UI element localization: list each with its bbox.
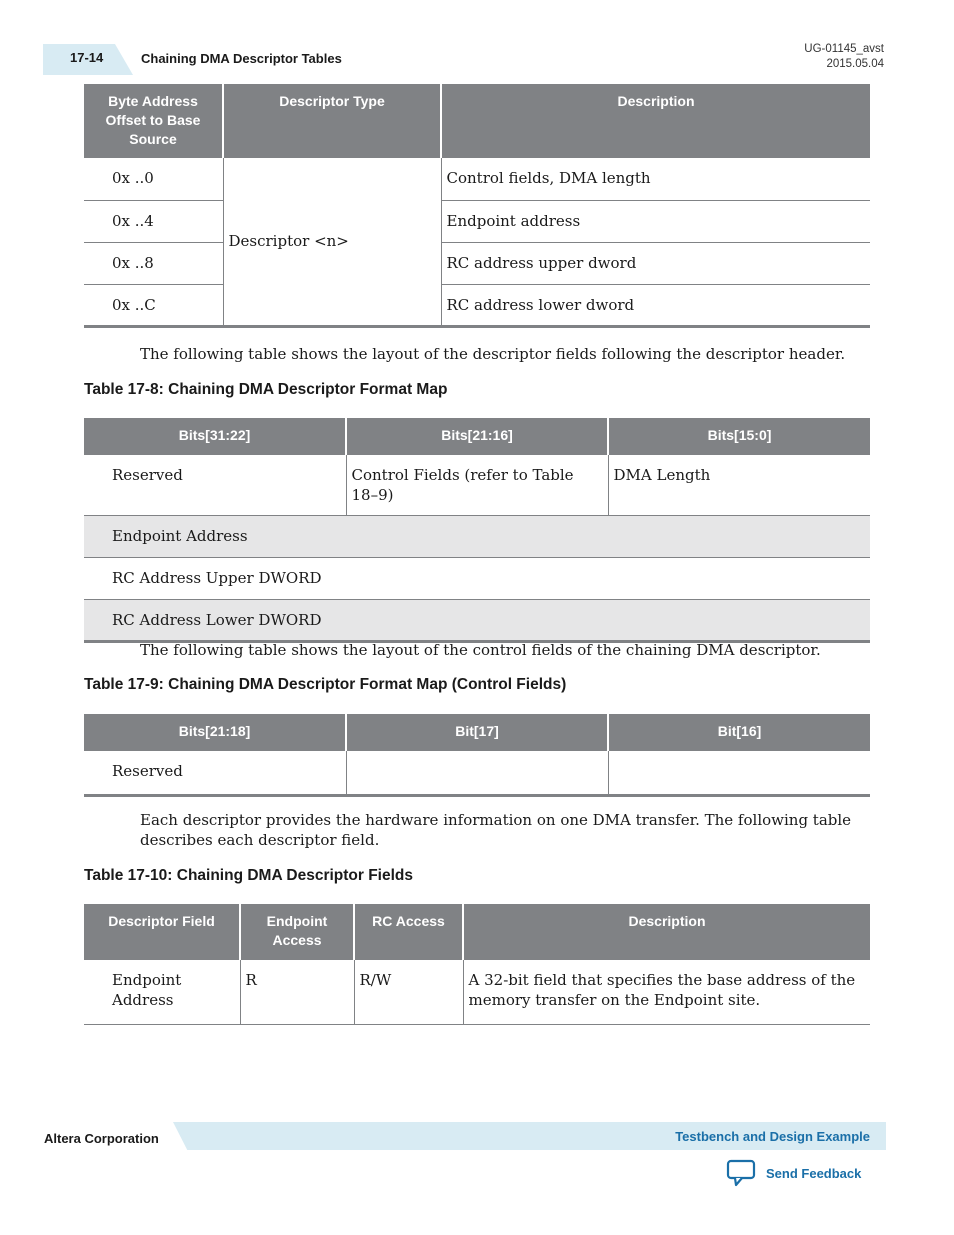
page-number: 17-14 bbox=[70, 50, 104, 65]
table-header-cell: Bits[15:0] bbox=[608, 418, 870, 455]
table-header-cell: Descriptor Field bbox=[84, 904, 240, 960]
table-caption: Table 17-10: Chaining DMA Descriptor Fields bbox=[84, 867, 414, 884]
descriptor-header-table bbox=[84, 84, 870, 328]
paragraph: The following table shows the layout of the descriptor fields following the descriptor header. bbox=[140, 345, 846, 363]
table-row bbox=[84, 516, 870, 558]
table-header-cell: Endpoint Access bbox=[240, 904, 354, 960]
table-row bbox=[84, 200, 870, 242]
table-row bbox=[84, 242, 870, 284]
table-cell: 0x ..8 bbox=[84, 242, 223, 284]
descriptor-type-cell bbox=[223, 158, 441, 326]
descriptor-type: Descriptor <n> bbox=[228, 232, 349, 251]
table-row bbox=[84, 455, 870, 516]
chapter-link[interactable]: Testbench and Design Example bbox=[675, 1129, 870, 1144]
table-cell bbox=[346, 751, 608, 795]
table-cell: RC Address Upper DWORD bbox=[84, 558, 870, 600]
table-row bbox=[84, 158, 870, 200]
table-header-cell: Descriptor Type bbox=[223, 84, 441, 158]
table-cell: Reserved bbox=[112, 466, 183, 484]
send-feedback-label: Send Feedback bbox=[766, 1165, 862, 1181]
table-header-cell: Description bbox=[463, 904, 870, 960]
table-row bbox=[84, 751, 870, 795]
paragraph: The following table shows the layout of the control fields of the chaining DMA descriptor. bbox=[140, 641, 821, 659]
table-header-cell: Bit[17] bbox=[346, 714, 608, 751]
table-row bbox=[84, 600, 870, 642]
table-cell: Control fields, DMA length bbox=[441, 158, 870, 200]
table-caption: Table 17-8: Chaining DMA Descriptor Format Map bbox=[84, 381, 448, 398]
table-cell: 0x ..4 bbox=[84, 200, 223, 242]
paragraph: Each descriptor provides the hardware information on one DMA transfer. The following table describes each descriptor field. bbox=[140, 811, 852, 849]
table-row bbox=[84, 960, 870, 1024]
table-cell: RC address upper dword bbox=[441, 242, 870, 284]
table-header-cell: Bits[21:18] bbox=[84, 714, 346, 751]
table-cell: 0x ..C bbox=[84, 284, 223, 326]
send-feedback-link[interactable] bbox=[726, 1158, 861, 1188]
table-cell: Endpoint Address bbox=[84, 960, 240, 1024]
table-cell bbox=[608, 751, 870, 795]
table-header-cell: RC Access bbox=[354, 904, 463, 960]
table-header-cell: Bits[31:22] bbox=[84, 418, 346, 455]
table-caption: Table 17-9: Chaining DMA Descriptor Format Map (Control Fields) bbox=[84, 676, 567, 693]
descriptor-format-map-table bbox=[84, 418, 870, 643]
control-fields-table bbox=[84, 714, 870, 797]
table-header-cell: Bits[21:16] bbox=[346, 418, 608, 455]
table-cell: R/W bbox=[354, 960, 463, 1024]
speech-bubble-icon bbox=[726, 1159, 756, 1187]
table-cell: Endpoint address bbox=[441, 200, 870, 242]
table-header-cell: Byte Address Offset to Base Source bbox=[84, 84, 223, 158]
table-cell: A 32-bit field that specifies the base address of the memory transfer on the Endpoint site. bbox=[463, 960, 870, 1024]
table-row bbox=[84, 284, 870, 326]
footer-corporation: Altera Corporation bbox=[44, 1131, 159, 1146]
table-row bbox=[84, 558, 870, 600]
table-cell: Control Fields (refer to Table 18–9) bbox=[346, 455, 608, 516]
table-cell: RC address lower dword bbox=[441, 284, 870, 326]
section-title: Chaining DMA Descriptor Tables bbox=[141, 51, 342, 66]
table-cell: DMA Length bbox=[608, 455, 870, 516]
doc-id-block bbox=[804, 42, 884, 72]
table-cell: Reserved bbox=[84, 751, 346, 795]
table-cell: Endpoint Address bbox=[84, 516, 870, 558]
table-cell: R bbox=[240, 960, 354, 1024]
table-cell: 0x ..0 bbox=[112, 169, 154, 187]
table-header-cell: Bit[16] bbox=[608, 714, 870, 751]
table-header-cell: Description bbox=[441, 84, 870, 158]
descriptor-fields-table bbox=[84, 904, 870, 1025]
doc-id: UG-01145_avst bbox=[804, 43, 884, 55]
table-cell: RC Address Lower DWORD bbox=[84, 600, 870, 642]
doc-date: 2015.05.04 bbox=[826, 58, 884, 70]
